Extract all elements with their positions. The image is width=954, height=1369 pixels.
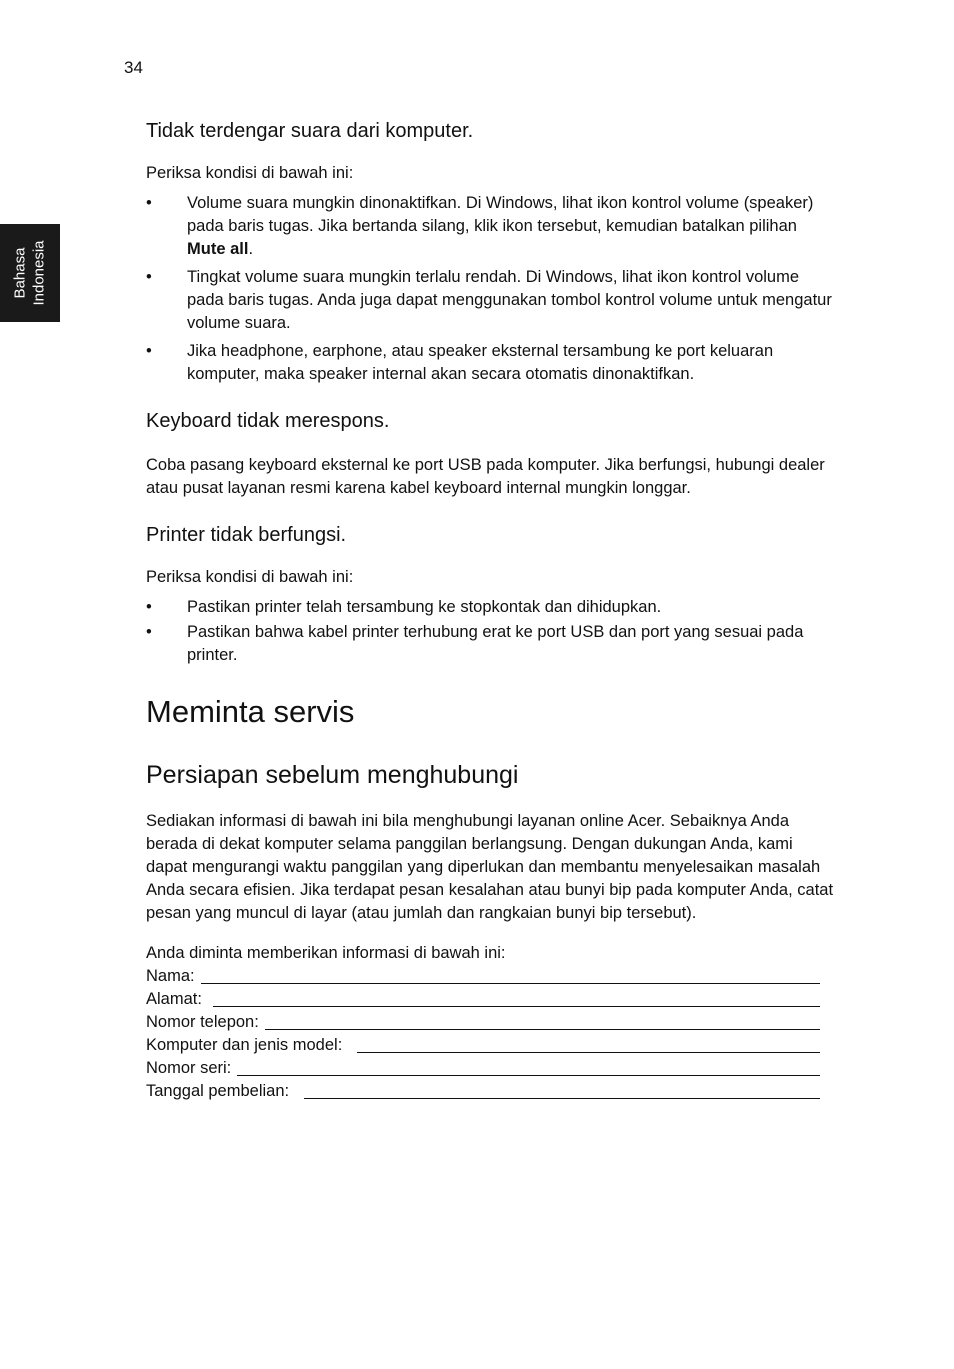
list-item bbox=[146, 266, 836, 335]
bullet-icon: • bbox=[146, 268, 152, 286]
form-row-purchase-date bbox=[146, 1080, 820, 1103]
bullet-icon: • bbox=[146, 194, 152, 212]
purchase-date-blank-line bbox=[304, 1097, 820, 1099]
page-content bbox=[146, 118, 836, 1103]
service-title: Meminta servis bbox=[146, 694, 355, 729]
bullet-text: Pastikan printer telah tersambung ke stopkontak dan dihidupkan. bbox=[187, 598, 662, 616]
phone-label: Nomor telepon: bbox=[146, 1013, 259, 1031]
model-blank-line bbox=[357, 1051, 820, 1053]
bullet-text: Jika headphone, earphone, atau speaker eksternal tersambung ke port keluaran komputer, maka speaker internal akan secara otomatis dinonaktifkan. bbox=[187, 342, 774, 383]
list-item bbox=[146, 621, 836, 667]
keyboard-body: Coba pasang keyboard eksternal ke port USB pada komputer. Jika berfungsi, hubungi dealer atau pusat layanan resmi karena kabel keyboard internal mungkin longgar. bbox=[146, 456, 825, 497]
form-intro: Anda diminta memberikan informasi di bawah ini: bbox=[146, 944, 506, 962]
bullet-text: Pastikan bahwa kabel printer terhubung erat ke port USB dan port yang sesuai pada printer. bbox=[187, 623, 804, 664]
address-blank-line bbox=[213, 1005, 820, 1007]
language-tab-line2: Indonesia bbox=[31, 240, 48, 306]
printer-bullet-list bbox=[146, 596, 836, 667]
phone-blank-line bbox=[265, 1028, 820, 1030]
sound-bullet-list bbox=[146, 192, 836, 386]
form-row-phone bbox=[146, 1011, 820, 1034]
model-label: Komputer dan jenis model: bbox=[146, 1036, 352, 1054]
language-tab-line1: Bahasa bbox=[12, 247, 29, 299]
list-item bbox=[146, 340, 836, 386]
bullet-icon: • bbox=[146, 598, 152, 616]
bullet-text: Tingkat volume suara mungkin terlalu rendah. Di Windows, lihat ikon kontrol volume pada baris tugas. Anda juga dapat menggunakan tombol kontrol volume untuk mengatur volume suara. bbox=[187, 268, 832, 332]
page-number: 34 bbox=[124, 58, 143, 77]
address-label: Alamat: bbox=[146, 990, 207, 1008]
info-form bbox=[146, 965, 836, 1103]
serial-blank-line bbox=[237, 1074, 820, 1076]
printer-heading: Printer tidak berfungsi. bbox=[146, 524, 347, 546]
bullet-icon: • bbox=[146, 342, 152, 360]
language-tab-label bbox=[11, 240, 49, 305]
sound-heading: Tidak terdengar suara dari komputer. bbox=[146, 120, 474, 142]
bullet-icon: • bbox=[146, 623, 152, 641]
purchase-date-label: Tanggal pembelian: bbox=[146, 1082, 299, 1100]
printer-intro: Periksa kondisi di bawah ini: bbox=[146, 568, 354, 586]
bullet-text: Volume suara mungkin dinonaktifkan. Di Windows, lihat ikon kontrol volume (speaker) pada baris tugas. Jika bertanda silang, klik ikon tersebut, kemudian batalkan pilihan bbox=[187, 194, 814, 235]
sound-intro: Periksa kondisi di bawah ini: bbox=[146, 164, 354, 182]
keyboard-heading: Keyboard tidak merespons. bbox=[146, 410, 390, 432]
form-row-address bbox=[146, 988, 820, 1011]
mute-all-label: Mute all bbox=[187, 240, 249, 258]
form-row-serial bbox=[146, 1057, 820, 1080]
bullet-text-end: . bbox=[248, 240, 254, 258]
preparation-heading: Persiapan sebelum menghubungi bbox=[146, 761, 519, 789]
form-row-name bbox=[146, 965, 820, 988]
language-side-tab bbox=[0, 224, 60, 322]
name-blank-line bbox=[201, 982, 820, 984]
form-row-model bbox=[146, 1034, 820, 1057]
list-item bbox=[146, 596, 836, 619]
list-item bbox=[146, 192, 836, 261]
serial-label: Nomor seri: bbox=[146, 1059, 232, 1077]
service-body: Sediakan informasi di bawah ini bila menghubungi layanan online Acer. Sebaiknya Anda berada di dekat komputer selama panggilan berlangsung. Dengan dukungan Anda, kami dapat mengurangi waktu panggilan yang diperlukan dan membantu menyelesaikan masalah Anda secara efisien. Jika terdapat pesan kesalahan atau bunyi bip pada komputer Anda, catat pesan yang muncul di layar (atau jumlah dan rangkaian bunyi bip tersebut). bbox=[146, 812, 834, 922]
name-label: Nama: bbox=[146, 967, 195, 985]
